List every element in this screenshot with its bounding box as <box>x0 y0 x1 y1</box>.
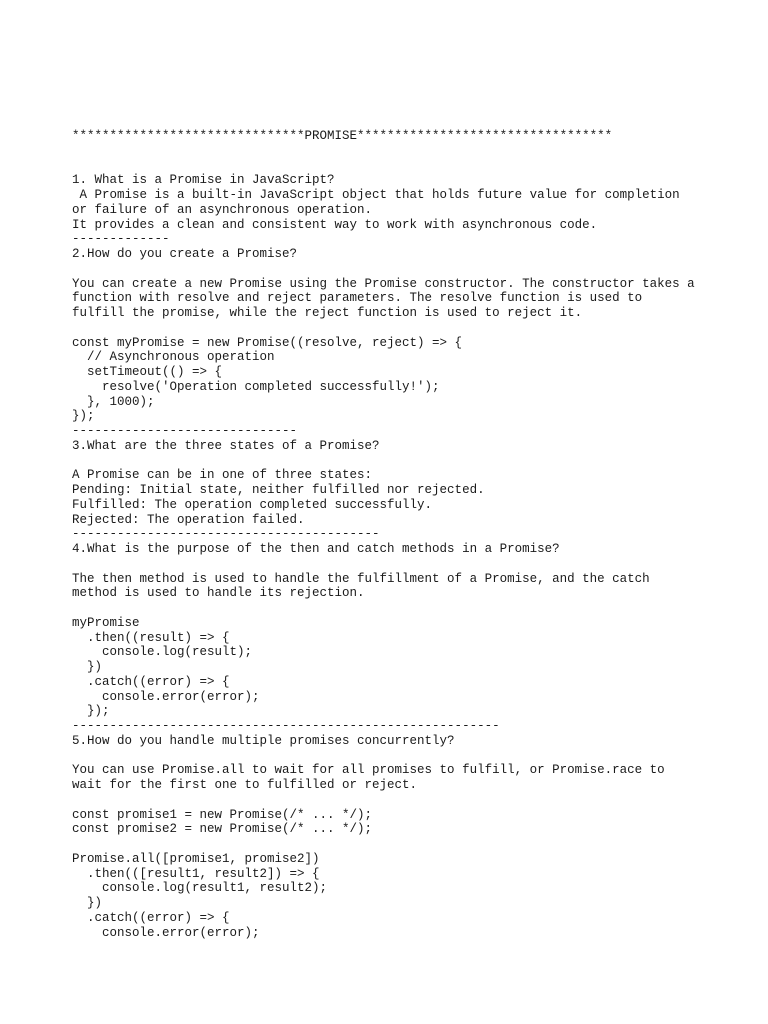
document-line <box>72 557 752 572</box>
document-line: .then((result) => { <box>72 630 230 645</box>
document-line: ------------- <box>72 232 170 247</box>
document-line: myPromise <box>72 615 140 630</box>
document-line: 4.What is the purpose of the then and catch methods in a Promise? <box>72 542 560 556</box>
document-line: .then(([result1, result2]) => { <box>72 866 320 881</box>
document-body <box>72 129 752 940</box>
document-line <box>72 454 752 469</box>
document-line: console.log(result); <box>72 645 253 660</box>
document-line <box>72 262 752 277</box>
document-line: Promise.all([promise1, promise2]) <box>72 851 320 866</box>
document-line: You can use Promise.all to wait for all promises to fulfill, or Promise.race to <box>72 763 665 778</box>
document-line: console.error(error); <box>72 689 260 704</box>
document-line: --------------------------------------------------------- <box>72 719 500 733</box>
document-line: A Promise can be in one of three states: <box>72 468 373 483</box>
document-line <box>72 144 752 159</box>
document-line: function with resolve and reject parameters. The resolve function is used to <box>72 291 643 306</box>
document-line: }) <box>72 660 103 674</box>
document-line <box>72 749 752 764</box>
document-line: *******************************PROMISE********************************** <box>72 129 613 143</box>
document-line: It provides a clean and consistent way to work with asynchronous code. <box>72 217 598 232</box>
document-line <box>72 159 752 174</box>
document-line <box>72 837 752 852</box>
document-line: The then method is used to handle the fulfillment of a Promise, and the catch <box>72 571 650 586</box>
document-line <box>72 793 752 808</box>
document-line: 5.How do you handle multiple promises concurrently? <box>72 733 455 748</box>
document-line: .catch((error) => { <box>72 674 230 689</box>
document-line <box>72 321 752 336</box>
document-line: }); <box>72 409 95 424</box>
document-line: You can create a new Promise using the Promise constructor. The constructor takes a <box>72 276 695 291</box>
document-line: 3.What are the three states of a Promise? <box>72 438 380 453</box>
document-line: Fulfilled: The operation completed successfully. <box>72 497 433 512</box>
document-line: const promise1 = new Promise(/* ... */); <box>72 807 373 822</box>
document-line: 2.How do you create a Promise? <box>72 247 298 261</box>
document-line: method is used to handle its rejection. <box>72 586 365 601</box>
document-line: resolve('Operation completed successfully!'); <box>72 379 440 394</box>
document-line: const promise2 = new Promise(/* ... */); <box>72 822 373 837</box>
document-line <box>72 601 752 616</box>
document-line: // Asynchronous operation <box>72 350 275 365</box>
document-line: }) <box>72 896 103 910</box>
document-line: 1. What is a Promise in JavaScript? <box>72 173 335 188</box>
document-line: Rejected: The operation failed. <box>72 512 305 527</box>
document-line: const myPromise = new Promise((resolve, reject) => { <box>72 335 463 350</box>
document-line: }, 1000); <box>72 394 155 409</box>
document-line: ------------------------------ <box>72 424 298 438</box>
document-line: console.error(error); <box>72 925 260 940</box>
document-line: fulfill the promise, while the reject function is used to reject it. <box>72 306 583 320</box>
document-line: .catch((error) => { <box>72 910 230 925</box>
document-line: wait for the first one to fulfilled or reject. <box>72 778 418 792</box>
document-line: ----------------------------------------- <box>72 527 380 542</box>
document-line: }); <box>72 704 110 719</box>
document-line: A Promise is a built-in JavaScript object that holds future value for completion <box>72 188 680 202</box>
document-line: setTimeout(() => { <box>72 365 223 379</box>
document-line: Pending: Initial state, neither fulfilled nor rejected. <box>72 483 485 497</box>
document-line: console.log(result1, result2); <box>72 881 328 896</box>
document-line: or failure of an asynchronous operation. <box>72 202 373 217</box>
